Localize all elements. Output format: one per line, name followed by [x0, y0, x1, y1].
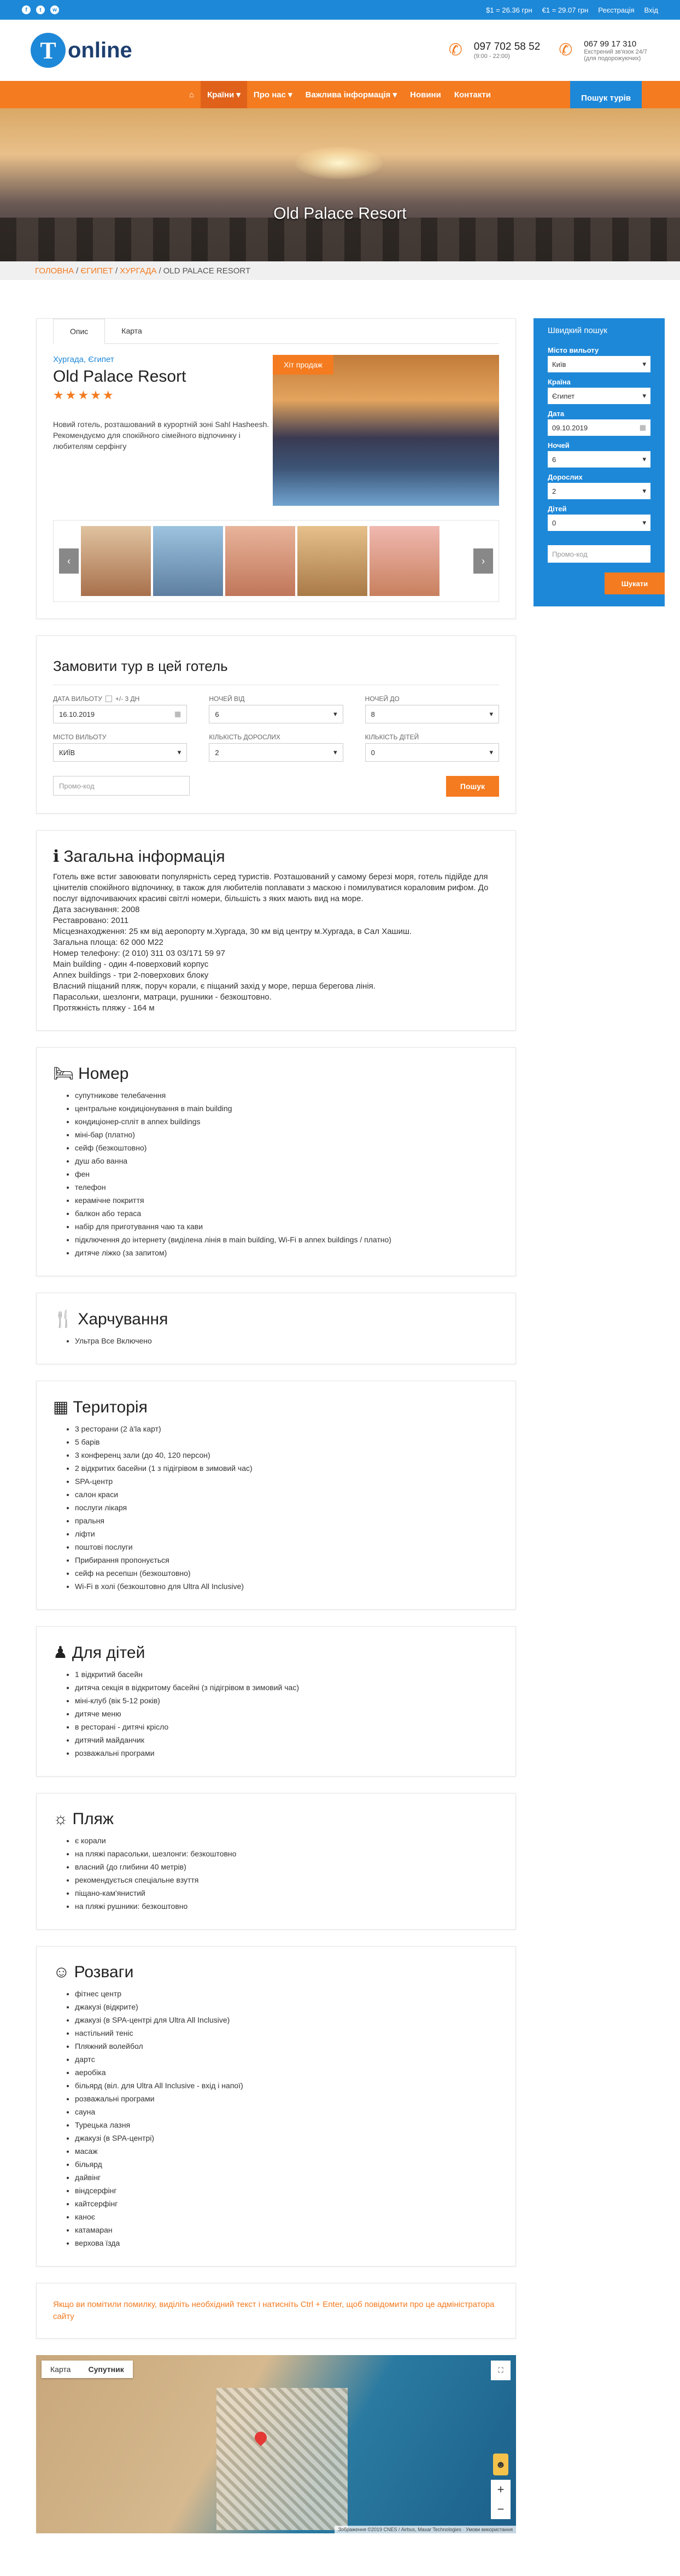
nav-countries[interactable]: Країни ▾: [201, 81, 247, 108]
list-item: • на пляжі парасольки, шезлонги: безкоштовно: [75, 1847, 499, 1860]
list-item: • дитячий майданчик: [75, 1733, 499, 1746]
nav-about[interactable]: Про нас ▾: [253, 90, 292, 100]
order-search-button[interactable]: Пошук: [446, 776, 499, 797]
qs-children-label: Дітей: [548, 505, 567, 513]
list-item: • поштові послуги: [75, 1540, 499, 1553]
adults-label: КІЛЬКІСТЬ ДОРОСЛИХ: [209, 733, 280, 741]
search-tours-button[interactable]: Пошук турів: [570, 81, 642, 115]
breadcrumb-city[interactable]: ХУРГАДА: [120, 266, 157, 276]
list-item: • 5 барів: [75, 1435, 499, 1448]
territory-list: [53, 1422, 499, 1593]
list-item: • кондиціонер-спліт в annex buildings: [75, 1115, 499, 1128]
city-label: МІСТО ВИЛЬОТУ: [53, 733, 107, 741]
login-link[interactable]: Вхід: [644, 5, 658, 14]
rate-usd: $1 = 26.36 грн: [486, 5, 532, 14]
calendar-icon: ▦: [639, 423, 646, 431]
list-item: • сауна: [75, 2105, 499, 2118]
social-links: [22, 5, 59, 14]
gallery-thumb[interactable]: [153, 526, 223, 596]
list-item: • фітнес центр: [75, 1987, 499, 2000]
list-item: • підключення до інтернету (виділена лінія в main building, Wi-Fi в annex buildings / платно): [75, 1233, 499, 1246]
general-info-title: Загальна інформація: [63, 847, 225, 866]
nav-important-info[interactable]: Важлива інформація ▾: [305, 90, 397, 100]
list-item: • дитяча секція в відкритому басейні (з підігрівом в зимовий час): [75, 1681, 499, 1694]
list-item: • 3 конференц зали (до 40, 120 персон): [75, 1448, 499, 1462]
general-line: Main building - один 4-поверховий корпус: [53, 960, 209, 969]
breadcrumb-country[interactable]: ЄГИПЕТ: [80, 266, 113, 276]
main-column: [36, 318, 516, 2550]
qs-country-label: Країна: [548, 378, 571, 386]
gallery-thumb[interactable]: [297, 526, 367, 596]
qs-city-label: Місто вильоту: [548, 346, 599, 354]
chevron-down-icon: ▾: [642, 455, 646, 463]
kids-list: [53, 1668, 499, 1760]
chevron-down-icon: ▾: [333, 748, 337, 756]
general-line: Номер телефону: (2 010) 311 03 03/171 59 97: [53, 949, 225, 958]
hotel-tabs: [53, 319, 499, 344]
list-item: • дартс: [75, 2053, 499, 2066]
hit-badge: Хіт продаж: [273, 355, 333, 375]
logo[interactable]: [31, 33, 132, 68]
list-item: • піщано-кам'янистий: [75, 1886, 499, 1900]
list-item: • власний (до глибини 40 метрів): [75, 1860, 499, 1873]
whatsapp-icon[interactable]: w: [50, 5, 59, 14]
hotel-description: Новий готель, розташований в курортній зоні Sahl Hasheesh. Рекомендуємо для спокійного сімейного відпочинку і любителям серфінгу: [53, 420, 269, 451]
list-item: • Турецька лазня: [75, 2118, 499, 2131]
nights-from-select[interactable]: 6 ▾: [209, 705, 343, 723]
order-panel: [36, 635, 516, 814]
nav-contacts[interactable]: Контакти: [454, 90, 491, 100]
phone-emergency[interactable]: 067 99 17 310: [584, 39, 637, 49]
list-item: • верхова їзда: [75, 2236, 499, 2250]
general-line: Дата заснування: 2008: [53, 905, 140, 914]
list-item: • душ або ванна: [75, 1154, 499, 1167]
hotel-main-photo[interactable]: [273, 355, 499, 506]
phone-emergency-note2: (для подорожуючих): [584, 55, 641, 62]
list-item: • джакузі (відкрите): [75, 2000, 499, 2013]
logo-word: online: [68, 38, 132, 62]
list-item: • 2 відкритих басейни (1 з підігрівом в зимовий час): [75, 1462, 499, 1475]
tab-map[interactable]: Карта: [121, 326, 142, 335]
map-type-map[interactable]: Карта: [50, 2365, 71, 2374]
chevron-down-icon: ▾: [177, 748, 181, 756]
tab-overview[interactable]: Опис: [53, 319, 105, 344]
hero-umbrellas: [0, 218, 680, 261]
room-list: [53, 1089, 499, 1259]
qs-search-button[interactable]: Шукати: [605, 573, 665, 594]
hero-title: Old Palace Resort: [273, 205, 407, 223]
order-title: Замовити тур в цей готель: [53, 658, 228, 674]
general-line: Annex buildings - три 2-поверхових блоку: [53, 971, 209, 980]
list-item: • 3 ресторани (2 à'la карт): [75, 1422, 499, 1435]
general-line: Власний піщаний пляж, поруч корали, є піщаний захід у море, перша берегова лінія.: [53, 982, 376, 991]
breadcrumb-home[interactable]: ГОЛОВНА: [35, 266, 74, 276]
chevron-right-icon[interactable]: ›: [473, 548, 493, 574]
child-icon: ♟: [53, 1644, 68, 1662]
list-item: • кайтсерфінг: [75, 2197, 499, 2210]
fullscreen-icon[interactable]: ⛶: [491, 2361, 511, 2380]
zoom-controls: [491, 2480, 511, 2519]
list-item: • катамаран: [75, 2223, 499, 2236]
list-item: • ліфти: [75, 1527, 499, 1540]
list-item: • розважальні програми: [75, 2092, 499, 2105]
list-item: • є корали: [75, 1834, 499, 1847]
chevron-down-icon: ▾: [489, 748, 493, 756]
food-title: Харчування: [78, 1310, 168, 1328]
chevron-left-icon[interactable]: ‹: [59, 548, 79, 574]
list-item: • дайвінг: [75, 2171, 499, 2184]
phone-emergency-note: Екстрений зв'язок 24/7: [584, 48, 647, 55]
contact-main: [449, 39, 541, 62]
list-item: • настільний теніс: [75, 2026, 499, 2040]
list-item: • керамічне покриття: [75, 1194, 499, 1207]
calendar-icon: ▦: [174, 710, 181, 718]
map-attribution: Зображення ©2019 CNES / Airbus, Maxar Technologies · Умови використання: [335, 2526, 516, 2533]
list-item: • фен: [75, 1167, 499, 1181]
list-item: • каноє: [75, 2210, 499, 2223]
room-panel: [36, 1047, 516, 1276]
hotel-location[interactable]: Хургада, Єгипет: [53, 355, 114, 364]
list-item: • супутникове телебачення: [75, 1089, 499, 1102]
map-resort-area: [216, 2388, 348, 2530]
phone-icon: ✆: [559, 41, 573, 59]
qs-nights-select[interactable]: 6 ▾: [548, 451, 650, 468]
top-bar: [0, 0, 680, 20]
list-item: • послуги лікаря: [75, 1501, 499, 1514]
list-item: • центральне кондиціонування в main building: [75, 1102, 499, 1115]
list-item: • Ультра Все Включено: [75, 1334, 499, 1347]
error-note-panel: [36, 2283, 516, 2339]
beach-title: Пляж: [72, 1810, 114, 1828]
phone-main[interactable]: 097 702 58 52: [473, 41, 541, 52]
list-item: • віндсерфінг: [75, 2184, 499, 2197]
list-item: • дитяче меню: [75, 1707, 499, 1720]
zoom-in-button[interactable]: +: [497, 2482, 505, 2496]
register-link[interactable]: Реєстрація: [598, 5, 635, 14]
nav-news[interactable]: Новини: [410, 90, 441, 100]
list-item: • джакузі (в SPA-центрі): [75, 2131, 499, 2145]
photo-carousel: [53, 520, 499, 602]
facebook-icon[interactable]: f: [22, 5, 31, 14]
list-item: • сейф на ресепшн (безкоштовно): [75, 1567, 499, 1580]
hotel-stars: ★★★★★: [53, 388, 115, 402]
list-item: • більярд: [75, 2158, 499, 2171]
gallery-thumb[interactable]: [370, 526, 439, 596]
date-label: ДАТА ВИЛЬОТУ: [53, 695, 102, 703]
hero-banner: [0, 108, 680, 261]
qs-adults-select[interactable]: 2 ▾: [548, 483, 650, 499]
list-item: • масаж: [75, 2145, 499, 2158]
map-type-satellite[interactable]: Супутник: [88, 2365, 124, 2374]
qs-adults-label: Дорослих: [548, 473, 583, 481]
hotel-panel: [36, 318, 516, 619]
list-item: • Прибирання пропонується: [75, 1553, 499, 1567]
phone-main-hours: (9:00 - 22:00): [473, 53, 510, 60]
fun-panel: [36, 1946, 516, 2267]
fun-title: Розваги: [74, 1963, 134, 1981]
sun-icon: ☼: [53, 1810, 68, 1828]
map-type-toggle: [42, 2361, 133, 2378]
error-note: Якщо ви помітили помилку, виділіть необхідний текст і натисніть Ctrl + Enter, щоб повідомити про це адміністратора сайту: [53, 2300, 495, 2321]
info-icon: ℹ: [53, 848, 60, 866]
list-item: • аеробіка: [75, 2066, 499, 2079]
home-icon[interactable]: ⌂: [189, 90, 195, 100]
list-item: • джакузі (в SPA-центрі для Ultra All Inclusive): [75, 2013, 499, 2026]
qs-date-input[interactable]: 09.10.2019 ▦: [548, 419, 650, 436]
rate-eur: €1 = 29.07 грн: [542, 5, 589, 14]
beach-list: [53, 1834, 499, 1913]
general-line: Місцезнаходження: 25 км від аеропорту м.Хургада, 30 км від центру м.Хургада, в Сал Хашиш.: [53, 927, 412, 936]
sidebar: [534, 318, 665, 2550]
phone-icon: ✆: [448, 41, 462, 59]
cutlery-icon: 🍴: [53, 1310, 74, 1328]
general-line: Парасольки, шезлонги, матраци, рушники - безкоштовно.: [53, 992, 272, 1002]
hero-sun: [295, 147, 383, 179]
chevron-down-icon: ▾: [333, 710, 337, 718]
breadcrumb-current: OLD PALACE RESORT: [163, 266, 251, 276]
city-select[interactable]: КИЇВ ▾: [53, 743, 187, 762]
list-item: • рекомендується спеціальне взуття: [75, 1873, 499, 1886]
telegram-icon[interactable]: t: [36, 5, 45, 14]
chevron-down-icon: ▾: [642, 392, 646, 400]
list-item: • сейф (безкоштовно): [75, 1141, 499, 1154]
kids-panel: [36, 1626, 516, 1777]
list-item: • міні-бар (платно): [75, 1128, 499, 1141]
header: [0, 20, 680, 81]
list-item: • більярд (віл. для Ultra All Inclusive - вхід і напої): [75, 2079, 499, 2092]
general-text: Готель вже встиг завоювати популярність серед туристів. Розташований у самому березі моря, готель підійде для цінителів спокійного відпочинку, в також для любителів поплавати з маскою і помилуватися кораловим рифом. До послуг відпочиваючих красиві світлі номери, більшість з яких мають вид на море.: [53, 872, 489, 903]
nights-from-label: НОЧЕЙ ВІД: [209, 695, 245, 703]
fun-list: [53, 1987, 499, 2250]
flex-dates-checkbox[interactable]: [105, 696, 112, 702]
contacts: [449, 39, 647, 62]
list-item: • на пляжі рушники: безкоштовно: [75, 1900, 499, 1913]
general-line: Загальна площа: 62 000 М22: [53, 938, 163, 947]
date-input[interactable]: 16.10.2019 ▦: [53, 705, 187, 723]
food-list: [53, 1334, 499, 1347]
qs-children-select[interactable]: 0 ▾: [548, 515, 650, 531]
hotel-map[interactable]: [36, 2355, 516, 2533]
nights-to-label: НОЧЕЙ ДО: [365, 695, 400, 703]
adults-select[interactable]: 2 ▾: [209, 743, 343, 762]
list-item: • дитяче ліжко (за запитом): [75, 1246, 499, 1259]
food-panel: [36, 1293, 516, 1364]
general-line: Протяжність пляжу - 164 м: [53, 1003, 155, 1013]
chevron-down-icon: ▾: [642, 518, 646, 527]
qs-country-select[interactable]: Єгипет ▾: [548, 388, 650, 404]
list-item: • Wi-Fi в холі (безкоштовно для Ultra All Inclusive): [75, 1580, 499, 1593]
list-item: • в ресторані - дитячі крісло: [75, 1720, 499, 1733]
children-label: КІЛЬКІСТЬ ДІТЕЙ: [365, 733, 419, 741]
territory-panel: [36, 1381, 516, 1610]
list-item: • SPA-центр: [75, 1475, 499, 1488]
children-select[interactable]: 0 ▾: [365, 743, 499, 762]
list-item: • 1 відкритий басейн: [75, 1668, 499, 1681]
smile-icon: ☺: [53, 1963, 70, 1981]
gallery-thumb[interactable]: [81, 526, 151, 596]
general-line: Реставровано: 2011: [53, 916, 129, 925]
contact-emergency: [559, 39, 647, 62]
quick-search: [534, 318, 665, 606]
quick-search-title: Швидкий пошук: [548, 326, 607, 335]
zoom-out-button[interactable]: −: [497, 2502, 505, 2516]
territory-title: Територія: [73, 1398, 148, 1416]
logo-mark: T: [31, 33, 66, 68]
beach-panel: [36, 1793, 516, 1930]
list-item: • набір для приготування чаю та кави: [75, 1220, 499, 1233]
promo-input[interactable]: Промо-код: [53, 776, 190, 796]
kids-title: Для дітей: [72, 1643, 145, 1662]
room-title: Номер: [78, 1064, 129, 1083]
qs-nights-label: Ночей: [548, 441, 570, 449]
chevron-down-icon: ▾: [642, 360, 646, 368]
qs-promo-input[interactable]: Промо-код: [548, 545, 650, 563]
list-item: • розважальні програми: [75, 1746, 499, 1760]
chevron-down-icon: ▾: [489, 710, 493, 718]
bed-icon: 🛏: [53, 1065, 74, 1083]
list-item: • салон краси: [75, 1488, 499, 1501]
list-item: • міні-клуб (вік 5-12 років): [75, 1694, 499, 1707]
list-item: • Пляжний волейбол: [75, 2040, 499, 2053]
list-item: • балкон або тераса: [75, 1207, 499, 1220]
flex-dates-label: +/- 3 ДН: [115, 695, 140, 703]
pegman-icon[interactable]: ☻: [493, 2454, 508, 2475]
general-info-panel: [36, 830, 516, 1031]
qs-city-select[interactable]: Київ ▾: [548, 356, 650, 372]
gallery-thumb[interactable]: [225, 526, 295, 596]
breadcrumb: ГОЛОВНА / ЄГИПЕТ / ХУРГАДА / OLD PALACE RESORT: [0, 261, 680, 280]
building-icon: ▦: [53, 1398, 69, 1416]
list-item: • пральня: [75, 1514, 499, 1527]
chevron-down-icon: ▾: [642, 487, 646, 495]
list-item: • телефон: [75, 1181, 499, 1194]
hotel-name: Old Palace Resort: [53, 367, 186, 385]
nights-to-select[interactable]: 8 ▾: [365, 705, 499, 723]
qs-date-label: Дата: [548, 410, 565, 418]
main-nav: [0, 81, 680, 108]
